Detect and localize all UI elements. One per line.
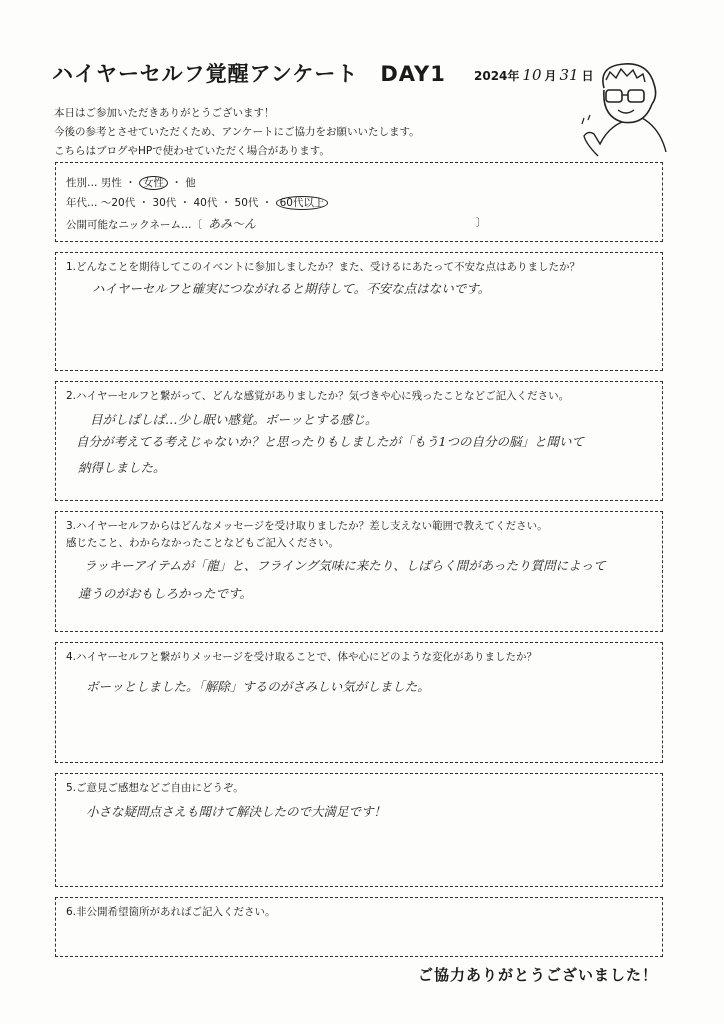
nickname-bracket-close: 〕	[476, 217, 487, 229]
question-title-line: 4.ハイヤーセルフと繋がりメッセージを受け取ることで、体や心にどのような変化がありましたか？	[66, 651, 537, 663]
age-40: 40代	[193, 197, 218, 209]
closing-thanks: ご協力ありがとうございました！	[418, 966, 659, 984]
question-title-line: 感じたこと、わからなかったことなどもご記入ください。	[66, 537, 339, 549]
question-title	[66, 518, 548, 552]
question-title-line: 6.非公開希望箇所があればご記入ください。	[66, 906, 276, 918]
answer-line: 違うのがおもしろかったです。	[78, 586, 253, 601]
profile-box	[55, 162, 663, 242]
question-box-5	[55, 773, 663, 887]
question-title-line: 3.ハイヤーセルフからはどんなメッセージを受け取りましたか？差し支えない範囲で教えてください。	[66, 520, 548, 532]
intro-line: 本日はご参加いただきありがとうございます！	[54, 107, 275, 119]
question-box-6	[55, 897, 663, 957]
date-month: 10	[522, 66, 542, 84]
question-title-line: 1.どんなことを期待してこのイベントに参加しましたか？また、受けるにあたって不安な点はありましたか？	[66, 261, 581, 273]
answer-line: ボーッとしました。「解除」するのがさみしい気がしました。	[86, 679, 430, 694]
question-title	[66, 780, 244, 797]
separator: ・	[261, 197, 273, 209]
date-day-unit: 日	[581, 69, 594, 83]
age-row	[66, 195, 328, 210]
intro-text	[54, 104, 420, 161]
intro-line: 今後の参考とさせていただくため、アンケートにご協力をお願いいたします。	[54, 126, 420, 138]
answer-line: 小さな疑問点さえも聞けて解決したので大満足です！	[86, 804, 387, 819]
gender-male: 男性	[100, 177, 122, 189]
nickname-row	[66, 215, 646, 232]
gender-female-circled: 女性	[139, 176, 168, 190]
gender-label: 性別…	[66, 177, 98, 189]
answer-line: 納得しました。	[78, 460, 166, 475]
age-20: ～20代	[100, 197, 136, 209]
separator: ・	[171, 177, 182, 189]
separator: ・	[125, 177, 136, 189]
answer-line: 目がしぱしぱ…少し眠い感覚。ボーッとする感じ。	[90, 412, 378, 427]
separator: ・	[179, 197, 191, 209]
nickname-label: 公開可能なニックネーム…〔	[66, 219, 202, 231]
answer-line: ラッキーアイテムが「龍」と、フライング気味に来たり、しばらく間があったり質問によって	[84, 558, 606, 573]
date-day: 31	[559, 66, 579, 84]
question-box-4	[55, 642, 663, 763]
gender-row	[66, 175, 196, 190]
separator: ・	[138, 197, 150, 209]
age-50: 50代	[234, 197, 259, 209]
age-label: 年代…	[66, 197, 98, 209]
mascot-character-icon	[576, 58, 670, 158]
question-title	[66, 259, 580, 276]
question-box-2	[55, 381, 663, 501]
question-box-3	[55, 511, 663, 632]
page-title: ハイヤーセルフ覚醒アンケート DAY1	[52, 62, 446, 86]
question-title-line: 5.ご意見ご感想などご自由にどうぞ。	[66, 782, 244, 794]
question-title	[66, 904, 276, 921]
date-month-unit: 月	[544, 69, 557, 83]
question-title-line: 2.ハイヤーセルフと繋がって、どんな感覚がありましたか？気づきや心に残ったことなどご記入ください。	[66, 390, 570, 402]
intro-line: こちらはブログやHPで使わせていただく場合があります。	[54, 145, 330, 157]
date-year: 2024年	[474, 69, 520, 83]
separator: ・	[220, 197, 232, 209]
question-box-1	[55, 252, 663, 371]
nickname-value: あみ～ん	[207, 217, 256, 231]
age-30: 30代	[152, 197, 177, 209]
question-title	[66, 649, 537, 666]
question-title	[66, 388, 569, 405]
age-60-circled: 60代以上	[276, 196, 329, 210]
answer-line: ハイヤーセルフと確実につながれると期待して。不安な点はないです。	[92, 281, 491, 296]
answer-line: 自分が考えてる考えじゃないか？と思ったりもしましたが「もう1つの自分の脳」と聞いて	[76, 434, 584, 449]
gender-other: 他	[185, 177, 196, 189]
